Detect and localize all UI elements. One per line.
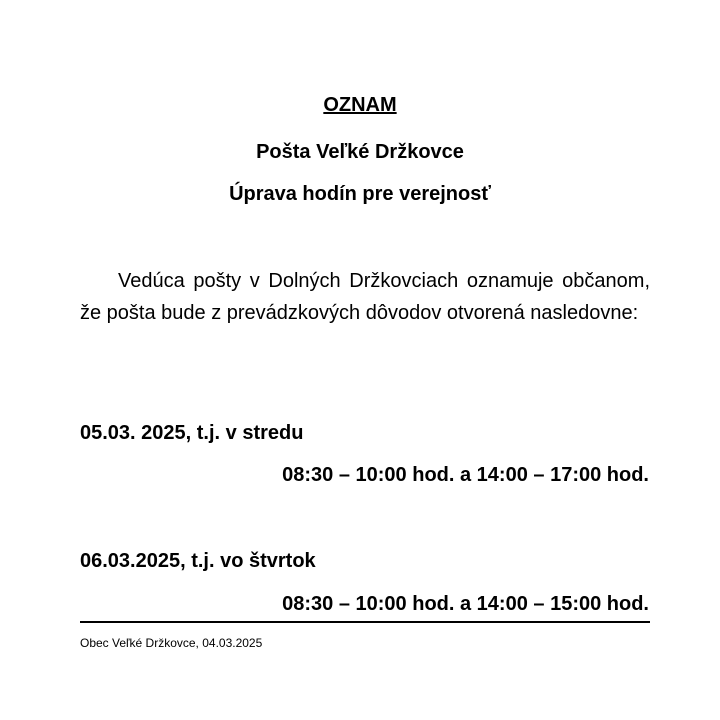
notice-subtitle-hours: Úprava hodín pre verejnosť <box>229 183 491 205</box>
schedule-hours-1: 08:30 – 10:00 hod. a 14:00 – 17:00 hod. <box>282 464 649 486</box>
schedule-date-1: 05.03. 2025, t.j. v stredu <box>80 422 304 444</box>
schedule-hours-2: 08:30 – 10:00 hod. a 14:00 – 15:00 hod. <box>282 593 649 615</box>
schedule-date-2: 06.03.2025, t.j. vo štvrtok <box>80 550 316 572</box>
notice-subtitle-office: Pošta Veľké Držkovce <box>256 141 464 163</box>
notice-title: OZNAM <box>323 94 397 116</box>
separator-line <box>80 621 650 623</box>
footer-signature: Obec Veľké Držkovce, 04.03.2025 <box>80 636 263 650</box>
notice-paragraph: Vedúca pošty v Dolných Držkovciach oznamuje občanom, že pošta bude z prevádzkových dôvodov otvorená nasledovne: <box>80 270 650 324</box>
